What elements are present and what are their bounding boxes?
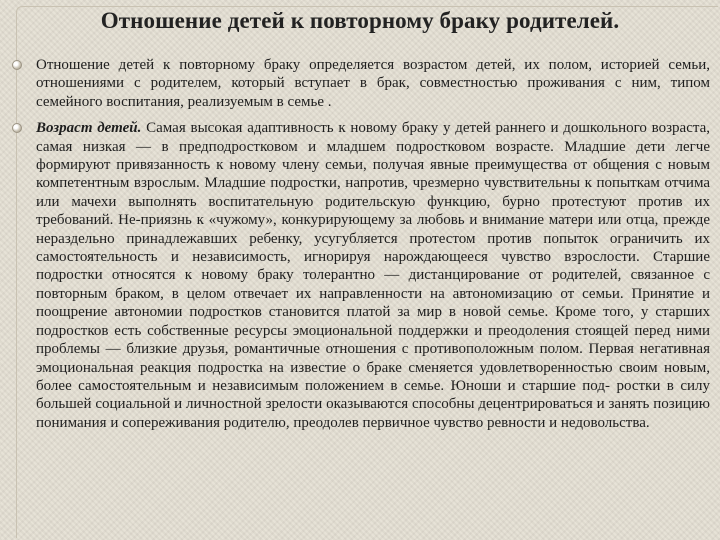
bullet-paragraph: Отношение детей к повторному браку определяется возрастом детей, их полом, историей семьи, отношениями с родителем, который вступает в брак, совместностью проживания с ним, типом семейного воспитания, реализуемым в семье . bbox=[36, 57, 710, 110]
bullet-dot-icon bbox=[12, 123, 22, 133]
bullet-item bbox=[12, 119, 710, 432]
bullet-dot-icon bbox=[12, 60, 22, 70]
bullet-paragraph: Самая высокая адаптивность к новому браку у детей раннего и дошкольного возраста, самая низкая — в предподростковом и младшем подростковом возрасте. Младшие дети легче формируют привязанность к новому члену семьи, получая явные преимущества от общения с новым компетентным взрослым. Младшие подростки, напротив, чрезмерно чувствительны к попыткам отчима или мачехи выполнять воспитательную родительскую функцию, бурно протестуют против их требований. Не-приязнь к «чужому», конкурирующему за любовь и внимание матери или отца, прежде нераздельно принадлежавших ребенку, усугубляется протестом против попыток ограничить их самостоятельность и независимость, игнорируя нарождающееся чувство взрослости. Старшие подростки относятся к новому браку толерантно — дистанцирование от родителей, связанное с повторным браком, в целом отвечает их направленности на автономизацию от семьи. Принятие и поощрение автономии подростков становится платой за мир в новой семье. Кроме того, у старших подростков есть собственные ресурсы эмоциональной поддержки и преодоления стоящей перед ними проблемы — близкие друзья, романтичные отношения с противоположным полом. Первая негативная эмоциональная реакция подростка на известие о браке сменяется удовлетворенностью своим новым, более самостоятельным и независимым положением в семье. Юноши и старшие под- ростки в силу большей социальной и личностной зрелости оказываются способны децентрироваться и занять позицию понимания и сопереживания родителю, преодолев первичное чувство ревности и недовольства. bbox=[36, 120, 710, 431]
bullet-lead: Возраст детей. bbox=[36, 120, 142, 137]
slide-title: Отношение детей к повторному браку родителей. bbox=[100, 8, 620, 33]
bullet-text bbox=[36, 56, 710, 111]
bullet-item bbox=[12, 56, 710, 111]
bullet-text bbox=[36, 119, 710, 432]
bullet-list bbox=[12, 56, 710, 432]
